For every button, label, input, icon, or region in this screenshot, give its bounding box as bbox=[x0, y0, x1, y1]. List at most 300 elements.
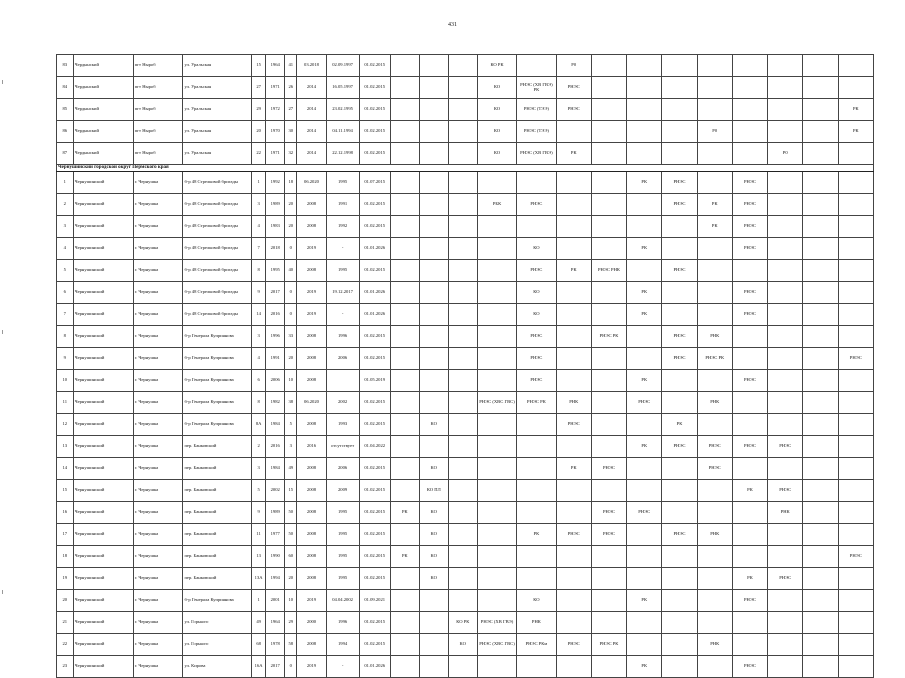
house-number-cell: 22 bbox=[251, 143, 266, 165]
table-row bbox=[57, 568, 874, 590]
settlement-cell: г. Чернушка bbox=[133, 304, 183, 326]
work-type-cell: РНЭС (ХВ ГВЭ) РК bbox=[517, 77, 556, 99]
year-built-cell: 1989 bbox=[266, 194, 285, 216]
plan-date-cell: 2008 bbox=[297, 370, 326, 392]
district-cell: Чернушинский bbox=[73, 502, 133, 524]
district-cell: Чердынский bbox=[73, 121, 133, 143]
settlement-cell: г. Чернушка bbox=[133, 172, 183, 194]
work-type-cell bbox=[591, 194, 626, 216]
work-type-cell bbox=[838, 143, 873, 165]
work-type-cell: РНЭС bbox=[768, 436, 803, 458]
work-type-cell: РНЭС bbox=[697, 436, 732, 458]
work-type-cell bbox=[390, 99, 419, 121]
work-type-cell: РНЭС bbox=[732, 370, 767, 392]
table-row bbox=[57, 326, 874, 348]
house-number-cell: 7 bbox=[251, 238, 266, 260]
plan-date-cell: 2008 bbox=[297, 458, 326, 480]
work-type-cell: РНЭС bbox=[662, 524, 697, 546]
work-type-cell bbox=[419, 121, 448, 143]
work-type-cell: РНЭС bbox=[627, 392, 662, 414]
work-type-cell: РНЭС bbox=[662, 436, 697, 458]
work-type-cell bbox=[477, 524, 516, 546]
work-type-cell: РНЭС bbox=[732, 656, 767, 678]
work-type-cell bbox=[697, 480, 732, 502]
settlement-cell: г. Чернушка bbox=[133, 458, 183, 480]
work-type-cell bbox=[448, 546, 477, 568]
housing-register-table bbox=[56, 54, 874, 678]
work-type-cell bbox=[591, 77, 626, 99]
work-type-cell: РК bbox=[838, 99, 873, 121]
work-type-cell: РНЭС bbox=[697, 458, 732, 480]
work-type-cell: КО bbox=[477, 143, 516, 165]
work-type-cell bbox=[419, 99, 448, 121]
work-type-cell bbox=[556, 238, 591, 260]
date-cell: - bbox=[326, 304, 359, 326]
plan-date-cell: 06.2020 bbox=[297, 172, 326, 194]
work-type-cell: КО bbox=[477, 121, 516, 143]
year-built-cell: 1964 bbox=[266, 612, 285, 634]
work-type-cell: РК bbox=[627, 238, 662, 260]
date-cell: 2002 bbox=[326, 392, 359, 414]
row-number-cell: 20 bbox=[57, 590, 74, 612]
plan-date-cell: 2008 bbox=[297, 524, 326, 546]
house-number-cell: 68 bbox=[251, 634, 266, 656]
work-type-cell bbox=[591, 348, 626, 370]
date-cell: 1996 bbox=[326, 326, 359, 348]
district-cell: Чернушинский bbox=[73, 304, 133, 326]
work-type-cell bbox=[627, 524, 662, 546]
work-type-cell bbox=[477, 326, 516, 348]
district-cell: Чернушинский bbox=[73, 194, 133, 216]
row-number-cell: 85 bbox=[57, 99, 74, 121]
work-type-cell bbox=[448, 502, 477, 524]
settlement-cell: г. Чернушка bbox=[133, 348, 183, 370]
section-header-row bbox=[57, 165, 874, 172]
work-type-cell: РК bbox=[517, 524, 556, 546]
work-type-cell bbox=[591, 392, 626, 414]
table-row bbox=[57, 612, 874, 634]
work-type-cell bbox=[517, 656, 556, 678]
work-type-cell: КО РК bbox=[448, 612, 477, 634]
work-type-cell bbox=[838, 304, 873, 326]
work-type-cell: РНК bbox=[697, 392, 732, 414]
work-type-cell: РК bbox=[662, 414, 697, 436]
work-type-cell bbox=[662, 656, 697, 678]
work-type-cell bbox=[838, 414, 873, 436]
year-built-cell: 2018 bbox=[266, 238, 285, 260]
work-type-cell bbox=[390, 326, 419, 348]
date-cell: 1995 bbox=[326, 260, 359, 282]
plan-date-cell: 2019 bbox=[297, 590, 326, 612]
work-type-cell bbox=[556, 172, 591, 194]
work-type-cell bbox=[803, 656, 838, 678]
street-cell: б-р 48 Стрелковой бригады bbox=[183, 172, 251, 194]
work-type-cell: РНЭС РК bbox=[517, 392, 556, 414]
settlement-cell: г. Чернушка bbox=[133, 260, 183, 282]
work-type-cell bbox=[627, 216, 662, 238]
settlement-cell: г. Чернушка bbox=[133, 238, 183, 260]
count-cell: 20 bbox=[285, 216, 297, 238]
work-type-cell bbox=[768, 282, 803, 304]
date-cell: 1995 bbox=[326, 502, 359, 524]
work-type-cell bbox=[838, 392, 873, 414]
work-type-cell bbox=[732, 143, 767, 165]
work-type-cell: КО bbox=[517, 238, 556, 260]
plan-date-cell: 2014 bbox=[297, 77, 326, 99]
house-number-cell: 49 bbox=[251, 612, 266, 634]
district-cell: Чернушинский bbox=[73, 370, 133, 392]
work-type-cell bbox=[803, 590, 838, 612]
count-cell: 60 bbox=[285, 546, 297, 568]
count-cell: 58 bbox=[285, 634, 297, 656]
table-row bbox=[57, 260, 874, 282]
work-type-cell bbox=[448, 216, 477, 238]
work-type-cell bbox=[697, 99, 732, 121]
street-cell: б-р 48 Стрелковой бригады bbox=[183, 282, 251, 304]
work-type-cell bbox=[662, 121, 697, 143]
table-row bbox=[57, 524, 874, 546]
work-type-cell bbox=[627, 612, 662, 634]
work-type-cell bbox=[419, 238, 448, 260]
year-built-cell: 2016 bbox=[266, 436, 285, 458]
work-type-cell: РНЭС bbox=[662, 260, 697, 282]
plan-date-cell: 03.2018 bbox=[297, 55, 326, 77]
work-type-cell: РНЭС bbox=[732, 436, 767, 458]
work-type-cell: РНЭС bbox=[556, 524, 591, 546]
work-type-cell bbox=[419, 143, 448, 165]
work-type-cell bbox=[390, 414, 419, 436]
year-built-cell: 1971 bbox=[266, 143, 285, 165]
work-type-cell bbox=[390, 55, 419, 77]
plan-date-cell: 06.2020 bbox=[297, 392, 326, 414]
work-type-cell bbox=[838, 77, 873, 99]
table-row bbox=[57, 121, 874, 143]
year-built-cell: 1971 bbox=[266, 77, 285, 99]
scan-edge-mark bbox=[2, 330, 3, 334]
row-number-cell: 3 bbox=[57, 216, 74, 238]
table-row bbox=[57, 216, 874, 238]
scan-edge-mark bbox=[2, 80, 3, 84]
table-row bbox=[57, 546, 874, 568]
work-type-cell bbox=[419, 634, 448, 656]
work-type-cell bbox=[768, 260, 803, 282]
work-type-cell bbox=[803, 172, 838, 194]
deadline-cell: 01.01.2026 bbox=[359, 282, 390, 304]
work-type-cell bbox=[448, 260, 477, 282]
work-type-cell bbox=[803, 238, 838, 260]
work-type-cell: РНЭС (ХВС ГВС) bbox=[477, 634, 516, 656]
work-type-cell bbox=[390, 143, 419, 165]
settlement-cell: г. Чернушка bbox=[133, 414, 183, 436]
table-row bbox=[57, 480, 874, 502]
year-built-cell: 1970 bbox=[266, 121, 285, 143]
deadline-cell: 01.02.2015 bbox=[359, 568, 390, 590]
work-type-cell: Р0 bbox=[768, 143, 803, 165]
work-type-cell bbox=[448, 568, 477, 590]
row-number-cell: 9 bbox=[57, 348, 74, 370]
work-type-cell bbox=[732, 612, 767, 634]
work-type-cell: РНЭС bbox=[517, 348, 556, 370]
work-type-cell bbox=[390, 656, 419, 678]
street-cell: пер. Банковский bbox=[183, 546, 251, 568]
row-number-cell: 14 bbox=[57, 458, 74, 480]
street-cell: б-р Генерала Куприянова bbox=[183, 326, 251, 348]
work-type-cell bbox=[697, 282, 732, 304]
work-type-cell: РК bbox=[627, 370, 662, 392]
work-type-cell: РНК bbox=[697, 326, 732, 348]
work-type-cell: РНЭС (ХВ ГВЭ) bbox=[517, 143, 556, 165]
deadline-cell: 01.01.2026 bbox=[359, 238, 390, 260]
deadline-cell: 01.01.2026 bbox=[359, 304, 390, 326]
work-type-cell: РНЭС (ТЭЭ) bbox=[517, 99, 556, 121]
work-type-cell bbox=[390, 216, 419, 238]
work-type-cell bbox=[390, 590, 419, 612]
work-type-cell: РНК bbox=[697, 634, 732, 656]
count-cell: 26 bbox=[285, 77, 297, 99]
work-type-cell bbox=[768, 99, 803, 121]
year-built-cell: 1996 bbox=[266, 326, 285, 348]
work-type-cell bbox=[838, 480, 873, 502]
house-number-cell: 11 bbox=[251, 524, 266, 546]
work-type-cell: РНЭС bbox=[768, 480, 803, 502]
district-cell: Чернушинский bbox=[73, 546, 133, 568]
work-type-cell: РК bbox=[627, 282, 662, 304]
table-row bbox=[57, 414, 874, 436]
work-type-cell bbox=[732, 326, 767, 348]
date-cell bbox=[326, 370, 359, 392]
deadline-cell: 01.02.2015 bbox=[359, 480, 390, 502]
plan-date-cell: 2014 bbox=[297, 143, 326, 165]
work-type-cell bbox=[838, 216, 873, 238]
year-built-cell: 2017 bbox=[266, 656, 285, 678]
settlement-cell: г. Чернушка bbox=[133, 480, 183, 502]
work-type-cell: РНЭС РНК bbox=[591, 260, 626, 282]
work-type-cell bbox=[662, 282, 697, 304]
district-cell: Чернушинский bbox=[73, 414, 133, 436]
work-type-cell bbox=[448, 55, 477, 77]
work-type-cell bbox=[448, 143, 477, 165]
settlement-cell: пгт Ныроб bbox=[133, 143, 183, 165]
work-type-cell: РНЭС bbox=[732, 216, 767, 238]
street-cell: б-р Генерала Куприянова bbox=[183, 414, 251, 436]
work-type-cell bbox=[477, 216, 516, 238]
row-number-cell: 1 bbox=[57, 172, 74, 194]
table-row bbox=[57, 392, 874, 414]
work-type-cell bbox=[448, 348, 477, 370]
year-built-cell: 1972 bbox=[266, 99, 285, 121]
work-type-cell bbox=[517, 436, 556, 458]
work-type-cell bbox=[390, 524, 419, 546]
work-type-cell bbox=[697, 370, 732, 392]
work-type-cell bbox=[477, 348, 516, 370]
work-type-cell bbox=[419, 590, 448, 612]
work-type-cell: РНЭС РК bbox=[591, 634, 626, 656]
work-type-cell bbox=[390, 194, 419, 216]
work-type-cell: РНЭС bbox=[517, 370, 556, 392]
work-type-cell bbox=[419, 304, 448, 326]
deadline-cell: 01.02.2015 bbox=[359, 458, 390, 480]
street-cell: б-р Генерала Куприянова bbox=[183, 590, 251, 612]
settlement-cell: г. Чернушка bbox=[133, 634, 183, 656]
plan-date-cell: 2019 bbox=[297, 304, 326, 326]
settlement-cell: г. Чернушка bbox=[133, 392, 183, 414]
row-number-cell: 13 bbox=[57, 436, 74, 458]
deadline-cell: 01.04.2022 bbox=[359, 436, 390, 458]
work-type-cell: РНЭС bbox=[662, 172, 697, 194]
house-number-cell: 2 bbox=[251, 436, 266, 458]
work-type-cell bbox=[768, 634, 803, 656]
work-type-cell bbox=[768, 238, 803, 260]
work-type-cell bbox=[556, 546, 591, 568]
work-type-cell bbox=[390, 304, 419, 326]
work-type-cell bbox=[477, 304, 516, 326]
work-type-cell bbox=[591, 480, 626, 502]
work-type-cell bbox=[627, 260, 662, 282]
work-type-cell bbox=[627, 55, 662, 77]
row-number-cell: 22 bbox=[57, 634, 74, 656]
work-type-cell bbox=[697, 656, 732, 678]
district-cell: Чердынский bbox=[73, 99, 133, 121]
work-type-cell bbox=[591, 172, 626, 194]
work-type-cell bbox=[556, 370, 591, 392]
work-type-cell bbox=[803, 143, 838, 165]
street-cell: пер. Банковский bbox=[183, 568, 251, 590]
work-type-cell bbox=[556, 480, 591, 502]
year-built-cell: 1990 bbox=[266, 546, 285, 568]
work-type-cell bbox=[803, 634, 838, 656]
house-number-cell: 1 bbox=[251, 172, 266, 194]
settlement-cell: пгт Ныроб bbox=[133, 121, 183, 143]
work-type-cell bbox=[556, 612, 591, 634]
settlement-cell: пгт Ныроб bbox=[133, 55, 183, 77]
work-type-cell: РК bbox=[627, 304, 662, 326]
work-type-cell bbox=[477, 172, 516, 194]
work-type-cell bbox=[768, 172, 803, 194]
table-row bbox=[57, 77, 874, 99]
work-type-cell bbox=[556, 121, 591, 143]
work-type-cell bbox=[556, 304, 591, 326]
row-number-cell: 19 bbox=[57, 568, 74, 590]
house-number-cell: 1 bbox=[251, 590, 266, 612]
work-type-cell: РНЭС bbox=[732, 172, 767, 194]
year-built-cell: 1994 bbox=[266, 568, 285, 590]
section-title: Чернушинский городской округ Пермского края bbox=[57, 165, 874, 172]
year-built-cell: 2002 bbox=[266, 480, 285, 502]
work-type-cell: РК bbox=[627, 436, 662, 458]
work-type-cell: РК bbox=[390, 502, 419, 524]
work-type-cell bbox=[732, 414, 767, 436]
work-type-cell bbox=[390, 172, 419, 194]
work-type-cell bbox=[768, 656, 803, 678]
work-type-cell: РК bbox=[697, 216, 732, 238]
row-number-cell: 23 bbox=[57, 656, 74, 678]
work-type-cell bbox=[627, 414, 662, 436]
work-type-cell bbox=[803, 414, 838, 436]
work-type-cell bbox=[419, 55, 448, 77]
work-type-cell bbox=[517, 458, 556, 480]
work-type-cell bbox=[838, 656, 873, 678]
work-type-cell bbox=[448, 99, 477, 121]
row-number-cell: 5 bbox=[57, 260, 74, 282]
work-type-cell bbox=[768, 121, 803, 143]
work-type-cell bbox=[556, 568, 591, 590]
work-type-cell bbox=[591, 612, 626, 634]
work-type-cell bbox=[448, 590, 477, 612]
work-type-cell bbox=[838, 502, 873, 524]
date-cell: 1994 bbox=[326, 634, 359, 656]
work-type-cell: КО bbox=[419, 458, 448, 480]
work-type-cell: РНЭС bbox=[556, 99, 591, 121]
work-type-cell bbox=[390, 282, 419, 304]
settlement-cell: г. Чернушка bbox=[133, 612, 183, 634]
work-type-cell bbox=[662, 216, 697, 238]
year-built-cell: 1991 bbox=[266, 348, 285, 370]
year-built-cell: 1992 bbox=[266, 172, 285, 194]
work-type-cell bbox=[448, 436, 477, 458]
work-type-cell bbox=[732, 260, 767, 282]
work-type-cell bbox=[803, 348, 838, 370]
district-cell: Чернушинский bbox=[73, 326, 133, 348]
work-type-cell bbox=[697, 612, 732, 634]
work-type-cell bbox=[627, 99, 662, 121]
work-type-cell bbox=[803, 546, 838, 568]
row-number-cell: 11 bbox=[57, 392, 74, 414]
year-built-cell: 2017 bbox=[266, 282, 285, 304]
work-type-cell bbox=[627, 194, 662, 216]
work-type-cell bbox=[419, 370, 448, 392]
work-type-cell: РНЭС РКм bbox=[517, 634, 556, 656]
district-cell: Чернушинский bbox=[73, 260, 133, 282]
deadline-cell: 01.07.2015 bbox=[359, 172, 390, 194]
work-type-cell bbox=[838, 282, 873, 304]
house-number-cell: 5 bbox=[251, 480, 266, 502]
district-cell: Чернушинский bbox=[73, 238, 133, 260]
table-row bbox=[57, 370, 874, 392]
plan-date-cell: 2008 bbox=[297, 546, 326, 568]
row-number-cell: 12 bbox=[57, 414, 74, 436]
deadline-cell: 01.02.2015 bbox=[359, 326, 390, 348]
house-number-cell: 3 bbox=[251, 458, 266, 480]
work-type-cell bbox=[477, 458, 516, 480]
work-type-cell bbox=[732, 121, 767, 143]
work-type-cell bbox=[803, 502, 838, 524]
work-type-cell: РНК bbox=[556, 392, 591, 414]
work-type-cell bbox=[390, 370, 419, 392]
year-built-cell: 1964 bbox=[266, 55, 285, 77]
settlement-cell: г. Чернушка bbox=[133, 590, 183, 612]
date-cell: 02.09.1997 bbox=[326, 55, 359, 77]
street-cell: б-р 48 Стрелковой бригады bbox=[183, 304, 251, 326]
settlement-cell: г. Чернушка bbox=[133, 436, 183, 458]
work-type-cell bbox=[390, 458, 419, 480]
work-type-cell bbox=[732, 546, 767, 568]
settlement-cell: г. Чернушка bbox=[133, 656, 183, 678]
work-type-cell: РК bbox=[627, 656, 662, 678]
work-type-cell bbox=[591, 304, 626, 326]
work-type-cell bbox=[662, 612, 697, 634]
work-type-cell bbox=[477, 656, 516, 678]
district-cell: Чернушинский bbox=[73, 458, 133, 480]
table-row bbox=[57, 99, 874, 121]
table-row bbox=[57, 348, 874, 370]
district-cell: Чернушинский bbox=[73, 436, 133, 458]
plan-date-cell: 2008 bbox=[297, 260, 326, 282]
house-number-cell: 4 bbox=[251, 348, 266, 370]
work-type-cell bbox=[591, 238, 626, 260]
work-type-cell bbox=[803, 121, 838, 143]
work-type-cell bbox=[662, 77, 697, 99]
work-type-cell: РНЭС bbox=[732, 238, 767, 260]
